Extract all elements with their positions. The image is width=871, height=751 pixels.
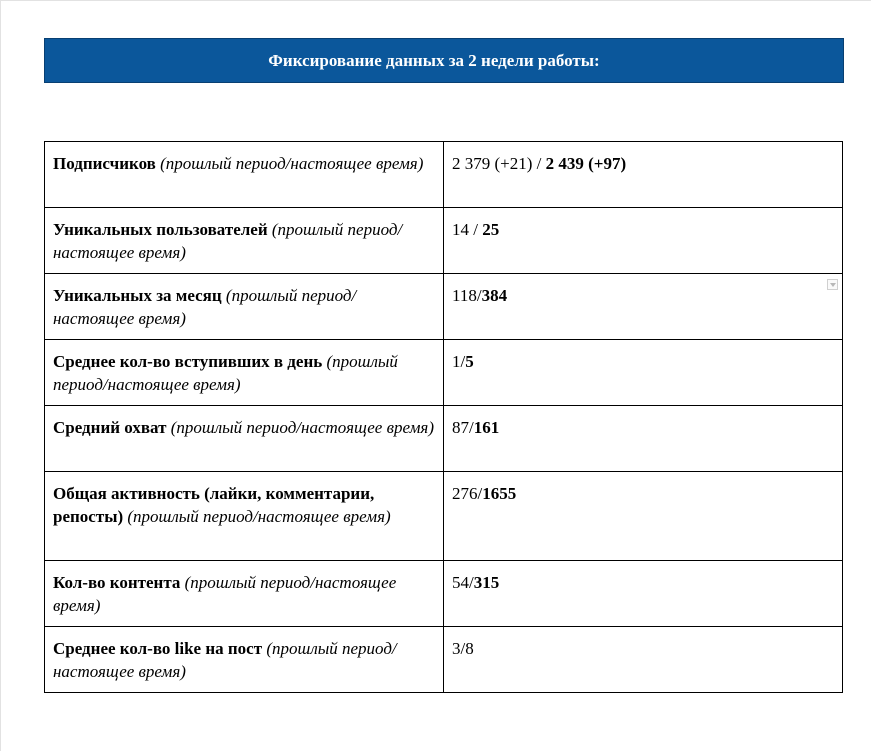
metric-value-cell bbox=[444, 472, 843, 561]
previous-value: 54/ bbox=[452, 573, 474, 592]
metric-note: (прошлый период/настоящее время) bbox=[127, 507, 391, 526]
metric-label-cell bbox=[45, 627, 444, 693]
metric-note: (прошлый период/настоящее время) bbox=[53, 639, 397, 681]
table-title-bar bbox=[44, 38, 844, 83]
previous-value: 276/ bbox=[452, 484, 483, 503]
metric-value-cell bbox=[444, 340, 843, 406]
current-value: 315 bbox=[473, 573, 500, 592]
metric-label: Среднее кол-во вступивших в день bbox=[53, 352, 323, 371]
current-value: 384 bbox=[481, 286, 508, 305]
metric-value-cell bbox=[444, 561, 843, 627]
metric-note: (прошлый период/настоящее время) bbox=[160, 154, 424, 173]
metric-label: Уникальных пользователей bbox=[53, 220, 268, 239]
table-title: Фиксирование данных за 2 недели работы: bbox=[268, 50, 600, 70]
metric-note: (прошлый период/настоящее время) bbox=[53, 352, 398, 394]
previous-value: 14 / bbox=[452, 220, 478, 239]
current-value: 1655 bbox=[482, 484, 517, 503]
metric-note: (прошлый период/настоящее время) bbox=[53, 220, 403, 262]
current-value: 25 bbox=[482, 220, 500, 239]
metric-label-cell bbox=[45, 208, 444, 274]
previous-value: 1/ bbox=[452, 352, 466, 371]
table-row bbox=[45, 561, 843, 627]
metric-label: Уникальных за месяц bbox=[53, 286, 222, 305]
table-row bbox=[45, 142, 843, 208]
table-row bbox=[45, 406, 843, 472]
metric-label: Подписчиков bbox=[53, 154, 156, 173]
metric-label: Кол-во контента bbox=[53, 573, 181, 592]
metric-value-cell bbox=[444, 406, 843, 472]
chevron-down-icon[interactable] bbox=[827, 279, 838, 290]
table-row bbox=[45, 627, 843, 693]
metric-label-cell bbox=[45, 472, 444, 561]
table-row bbox=[45, 274, 843, 340]
metric-label-cell bbox=[45, 561, 444, 627]
previous-value: 2 379 (+21) / bbox=[452, 154, 542, 173]
current-value: 161 bbox=[473, 418, 500, 437]
current-value: 5 bbox=[465, 352, 474, 371]
previous-value: 118/ bbox=[452, 286, 482, 305]
previous-value: 87/ bbox=[452, 418, 474, 437]
metric-value-cell bbox=[444, 627, 843, 693]
metric-note: (прошлый период/настоящее время) bbox=[53, 573, 397, 615]
metric-note: (прошлый период/настоящее время) bbox=[53, 286, 357, 328]
metric-value-cell bbox=[444, 208, 843, 274]
current-value: 2 439 (+97) bbox=[545, 154, 627, 173]
metric-label: Среднее кол-во like на пост bbox=[53, 639, 263, 658]
table-row bbox=[45, 340, 843, 406]
metric-label-cell bbox=[45, 406, 444, 472]
metric-value-cell bbox=[444, 274, 843, 340]
previous-value: 3/8 bbox=[452, 639, 474, 658]
metric-label: Средний охват bbox=[53, 418, 167, 437]
metric-note: (прошлый период/настоящее время) bbox=[170, 418, 434, 437]
metric-label: Общая активность (лайки, комментарии, репосты) bbox=[53, 484, 375, 526]
metric-label-cell bbox=[45, 274, 444, 340]
metric-label-cell bbox=[45, 340, 444, 406]
metric-value-cell bbox=[444, 142, 843, 208]
metrics-table bbox=[44, 141, 843, 693]
table-row bbox=[45, 208, 843, 274]
table-row bbox=[45, 472, 843, 561]
metric-label-cell bbox=[45, 142, 444, 208]
